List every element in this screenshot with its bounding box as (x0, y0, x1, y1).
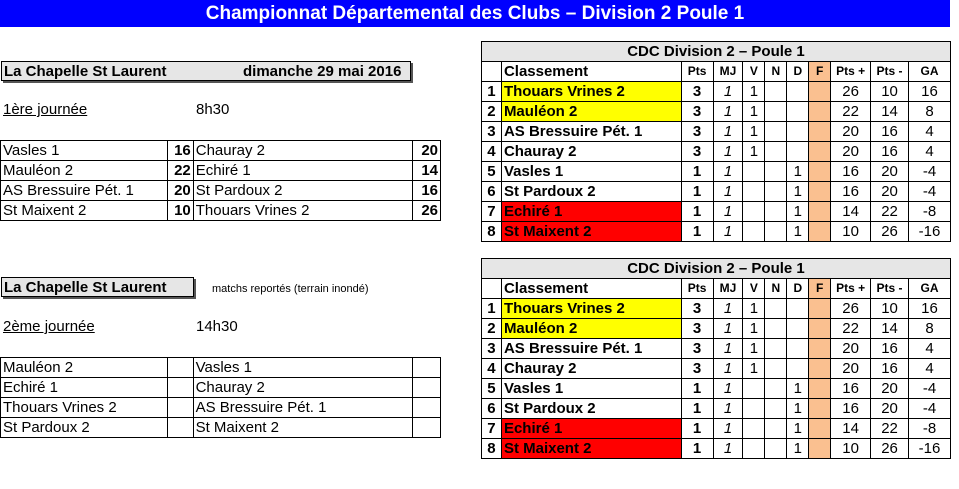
home-team: Vasles 1 (1, 141, 168, 161)
wins: 1 (743, 82, 765, 102)
team-name: St Pardoux 2 (501, 182, 681, 202)
wins (743, 419, 765, 439)
draws (765, 359, 787, 379)
points-against: 22 (871, 419, 909, 439)
away-team: Thouars Vrines 2 (193, 201, 412, 221)
standings-row (482, 142, 951, 162)
away-team: St Pardoux 2 (193, 181, 412, 201)
goal-average: -4 (909, 379, 951, 399)
home-team: Echiré 1 (1, 378, 168, 398)
home-score (167, 378, 193, 398)
column-header: Pts + (831, 279, 871, 299)
points-for: 20 (831, 339, 871, 359)
column-header: MJ (713, 279, 743, 299)
match-row (1, 358, 441, 378)
points: 3 (681, 359, 713, 379)
away-score: 16 (413, 181, 441, 201)
draws (765, 222, 787, 242)
wins (743, 162, 765, 182)
wins (743, 379, 765, 399)
forfeits (809, 122, 831, 142)
wins: 1 (743, 122, 765, 142)
matches-played: 1 (713, 379, 743, 399)
losses (787, 319, 809, 339)
day2-matches-table (0, 357, 441, 438)
team-name: Vasles 1 (501, 162, 681, 182)
day1-header (1, 61, 411, 81)
away-team: AS Bressuire Pét. 1 (193, 398, 413, 418)
matches-played: 1 (713, 339, 743, 359)
losses (787, 122, 809, 142)
standings-row (482, 182, 951, 202)
day1-time: 8h30 (196, 101, 230, 118)
points: 1 (681, 202, 713, 222)
matches-played: 1 (713, 439, 743, 459)
draws (765, 102, 787, 122)
draws (765, 439, 787, 459)
column-header: N (765, 279, 787, 299)
losses: 1 (787, 439, 809, 459)
goal-average: -4 (909, 399, 951, 419)
day2-time: 14h30 (196, 318, 238, 335)
wins: 1 (743, 359, 765, 379)
points-for: 16 (831, 182, 871, 202)
standings-row (482, 82, 951, 102)
day2-venue: La Chapelle St Laurent (4, 279, 167, 296)
column-header: V (743, 279, 765, 299)
away-score (413, 398, 441, 418)
matches-played: 1 (713, 222, 743, 242)
goal-average: -16 (909, 222, 951, 242)
points: 3 (681, 319, 713, 339)
day1-matches-table (0, 140, 441, 221)
rank: 1 (482, 82, 502, 102)
points-for: 22 (831, 102, 871, 122)
forfeits (809, 419, 831, 439)
forfeits (809, 339, 831, 359)
standings-row (482, 222, 951, 242)
forfeits (809, 222, 831, 242)
away-team: Chauray 2 (193, 141, 412, 161)
match-row (1, 201, 441, 221)
rank: 7 (482, 419, 502, 439)
draws (765, 122, 787, 142)
matches-played: 1 (713, 142, 743, 162)
points-against: 20 (871, 399, 909, 419)
rank: 3 (482, 339, 502, 359)
goal-average: -4 (909, 182, 951, 202)
team-name: Mauléon 2 (501, 319, 681, 339)
column-header: GA (909, 279, 951, 299)
standings-row (482, 299, 951, 319)
losses (787, 102, 809, 122)
matches-played: 1 (713, 122, 743, 142)
team-name: St Maixent 2 (501, 439, 681, 459)
column-header: Classement (501, 279, 681, 299)
team-name: St Pardoux 2 (501, 399, 681, 419)
header-rank (482, 279, 502, 299)
points-against: 16 (871, 339, 909, 359)
points: 1 (681, 379, 713, 399)
header-rank (482, 62, 502, 82)
goal-average: 4 (909, 359, 951, 379)
home-score (167, 398, 193, 418)
wins: 1 (743, 319, 765, 339)
home-score: 16 (167, 141, 193, 161)
standings-row (482, 379, 951, 399)
column-header: D (787, 62, 809, 82)
rank: 6 (482, 182, 502, 202)
standings-row (482, 399, 951, 419)
points: 1 (681, 419, 713, 439)
column-header: Pts - (871, 279, 909, 299)
column-header: MJ (713, 62, 743, 82)
matches-played: 1 (713, 299, 743, 319)
points-for: 26 (831, 82, 871, 102)
forfeits (809, 399, 831, 419)
goal-average: 8 (909, 102, 951, 122)
wins (743, 202, 765, 222)
column-header: Pts + (831, 62, 871, 82)
matches-played: 1 (713, 399, 743, 419)
draws (765, 399, 787, 419)
away-score (413, 418, 441, 438)
goal-average: -4 (909, 162, 951, 182)
draws (765, 299, 787, 319)
team-name: AS Bressuire Pét. 1 (501, 122, 681, 142)
rank: 1 (482, 299, 502, 319)
away-score (413, 378, 441, 398)
standings-row (482, 102, 951, 122)
standings-row (482, 359, 951, 379)
wins (743, 222, 765, 242)
forfeits (809, 379, 831, 399)
losses: 1 (787, 419, 809, 439)
away-score (413, 358, 441, 378)
team-name: Mauléon 2 (501, 102, 681, 122)
home-team: St Pardoux 2 (1, 418, 168, 438)
standings-row (482, 122, 951, 142)
rank: 2 (482, 102, 502, 122)
points-for: 26 (831, 299, 871, 319)
losses: 1 (787, 399, 809, 419)
matches-played: 1 (713, 419, 743, 439)
points-against: 14 (871, 102, 909, 122)
forfeits (809, 202, 831, 222)
column-header: Pts (681, 62, 713, 82)
match-row (1, 378, 441, 398)
standings-column-headers (482, 279, 951, 299)
draws (765, 202, 787, 222)
goal-average: 4 (909, 142, 951, 162)
team-name: St Maixent 2 (501, 222, 681, 242)
draws (765, 319, 787, 339)
rank: 2 (482, 319, 502, 339)
rank: 6 (482, 399, 502, 419)
points-against: 26 (871, 222, 909, 242)
column-header: GA (909, 62, 951, 82)
page-title: Championnat Départemental des Clubs – Division 2 Poule 1 (0, 0, 950, 27)
standings-row (482, 419, 951, 439)
points: 3 (681, 339, 713, 359)
team-name: Chauray 2 (501, 142, 681, 162)
losses: 1 (787, 379, 809, 399)
forfeits (809, 439, 831, 459)
standings-table-1 (481, 41, 951, 242)
points-against: 20 (871, 162, 909, 182)
points-against: 16 (871, 359, 909, 379)
points-against: 20 (871, 182, 909, 202)
draws (765, 162, 787, 182)
rank: 8 (482, 222, 502, 242)
home-score: 22 (167, 161, 193, 181)
standings-column-headers (482, 62, 951, 82)
away-team: Vasles 1 (193, 358, 413, 378)
draws (765, 379, 787, 399)
points-for: 20 (831, 122, 871, 142)
points-against: 22 (871, 202, 909, 222)
points: 3 (681, 82, 713, 102)
losses (787, 299, 809, 319)
goal-average: 16 (909, 299, 951, 319)
matches-played: 1 (713, 162, 743, 182)
wins: 1 (743, 299, 765, 319)
team-name: Vasles 1 (501, 379, 681, 399)
team-name: AS Bressuire Pét. 1 (501, 339, 681, 359)
team-name: Thouars Vrines 2 (501, 82, 681, 102)
standings-row (482, 319, 951, 339)
day1-venue: La Chapelle St Laurent (4, 63, 167, 80)
rank: 5 (482, 162, 502, 182)
wins (743, 399, 765, 419)
match-row (1, 141, 441, 161)
goal-average: 4 (909, 339, 951, 359)
wins (743, 439, 765, 459)
points: 1 (681, 222, 713, 242)
day2-header (1, 277, 194, 297)
column-header: N (765, 62, 787, 82)
points-for: 10 (831, 222, 871, 242)
matches-played: 1 (713, 359, 743, 379)
points-against: 20 (871, 379, 909, 399)
wins: 1 (743, 102, 765, 122)
rank: 3 (482, 122, 502, 142)
column-header: Pts - (871, 62, 909, 82)
column-header: F (809, 62, 831, 82)
rank: 5 (482, 379, 502, 399)
points-against: 10 (871, 299, 909, 319)
points-for: 20 (831, 359, 871, 379)
home-score (167, 418, 193, 438)
points-for: 22 (831, 319, 871, 339)
losses: 1 (787, 202, 809, 222)
team-name: Thouars Vrines 2 (501, 299, 681, 319)
points-for: 14 (831, 419, 871, 439)
match-row (1, 181, 441, 201)
points-against: 10 (871, 82, 909, 102)
rank: 8 (482, 439, 502, 459)
away-team: Echiré 1 (193, 161, 412, 181)
match-row (1, 418, 441, 438)
points: 1 (681, 399, 713, 419)
points-for: 16 (831, 379, 871, 399)
points: 1 (681, 162, 713, 182)
rank: 4 (482, 142, 502, 162)
day2-note: matchs reportés (terrain inondé) (212, 283, 369, 295)
standings-row (482, 202, 951, 222)
standings-title-row (482, 259, 951, 279)
home-team: St Maixent 2 (1, 201, 168, 221)
away-team: Chauray 2 (193, 378, 413, 398)
draws (765, 142, 787, 162)
matches-played: 1 (713, 102, 743, 122)
draws (765, 182, 787, 202)
rank: 7 (482, 202, 502, 222)
forfeits (809, 319, 831, 339)
losses: 1 (787, 182, 809, 202)
wins: 1 (743, 142, 765, 162)
day1-label: 1ère journée (3, 101, 88, 118)
day1-date: dimanche 29 mai 2016 (243, 63, 402, 80)
away-score: 14 (413, 161, 441, 181)
standings-row (482, 339, 951, 359)
draws (765, 82, 787, 102)
goal-average: -8 (909, 202, 951, 222)
points: 1 (681, 439, 713, 459)
wins (743, 182, 765, 202)
standings-title: CDC Division 2 – Poule 1 (482, 259, 951, 279)
losses: 1 (787, 222, 809, 242)
points-for: 10 (831, 439, 871, 459)
goal-average: 16 (909, 82, 951, 102)
wins: 1 (743, 339, 765, 359)
forfeits (809, 299, 831, 319)
home-team: AS Bressuire Pét. 1 (1, 181, 168, 201)
standings-title-row (482, 42, 951, 62)
rank: 4 (482, 359, 502, 379)
losses (787, 339, 809, 359)
forfeits (809, 142, 831, 162)
home-team: Mauléon 2 (1, 358, 168, 378)
match-row (1, 398, 441, 418)
standings-row (482, 162, 951, 182)
away-score: 26 (413, 201, 441, 221)
points-for: 20 (831, 142, 871, 162)
away-score: 20 (413, 141, 441, 161)
away-team: St Maixent 2 (193, 418, 413, 438)
team-name: Echiré 1 (501, 419, 681, 439)
team-name: Chauray 2 (501, 359, 681, 379)
matches-played: 1 (713, 82, 743, 102)
column-header: Pts (681, 279, 713, 299)
forfeits (809, 102, 831, 122)
home-score: 20 (167, 181, 193, 201)
points-for: 16 (831, 162, 871, 182)
column-header: Classement (501, 62, 681, 82)
home-team: Mauléon 2 (1, 161, 168, 181)
column-header: V (743, 62, 765, 82)
goal-average: -8 (909, 419, 951, 439)
goal-average: 4 (909, 122, 951, 142)
points-for: 14 (831, 202, 871, 222)
home-score (167, 358, 193, 378)
forfeits (809, 182, 831, 202)
draws (765, 419, 787, 439)
draws (765, 339, 787, 359)
points-against: 16 (871, 122, 909, 142)
losses (787, 359, 809, 379)
team-name: Echiré 1 (501, 202, 681, 222)
points-for: 16 (831, 399, 871, 419)
goal-average: 8 (909, 319, 951, 339)
standings-row (482, 439, 951, 459)
goal-average: -16 (909, 439, 951, 459)
forfeits (809, 162, 831, 182)
forfeits (809, 82, 831, 102)
home-team: Thouars Vrines 2 (1, 398, 168, 418)
losses (787, 82, 809, 102)
standings-table-2 (481, 258, 951, 459)
day2-label: 2ème journée (3, 318, 95, 335)
points: 3 (681, 102, 713, 122)
points: 3 (681, 122, 713, 142)
forfeits (809, 359, 831, 379)
column-header: F (809, 279, 831, 299)
matches-played: 1 (713, 319, 743, 339)
match-row (1, 161, 441, 181)
losses: 1 (787, 162, 809, 182)
points-against: 16 (871, 142, 909, 162)
points: 3 (681, 142, 713, 162)
points-against: 26 (871, 439, 909, 459)
points-against: 14 (871, 319, 909, 339)
losses (787, 142, 809, 162)
points: 1 (681, 182, 713, 202)
standings-title: CDC Division 2 – Poule 1 (482, 42, 951, 62)
home-score: 10 (167, 201, 193, 221)
column-header: D (787, 279, 809, 299)
matches-played: 1 (713, 182, 743, 202)
matches-played: 1 (713, 202, 743, 222)
points: 3 (681, 299, 713, 319)
